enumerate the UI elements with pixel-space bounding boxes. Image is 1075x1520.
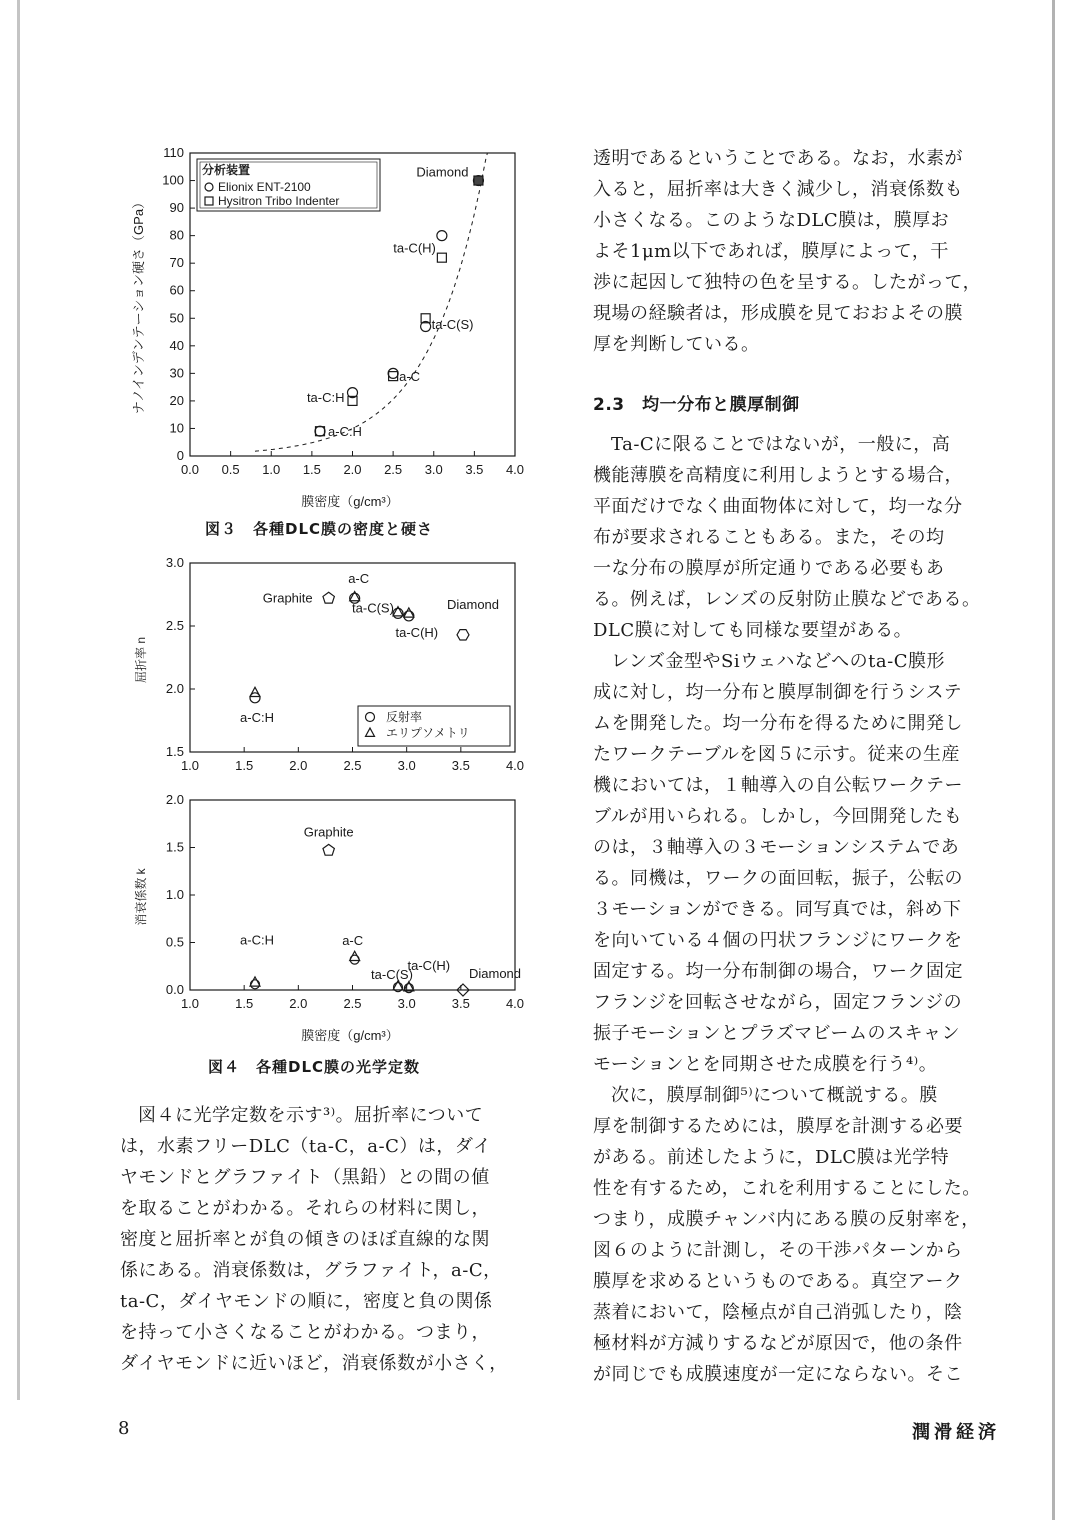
text-line: 図６のように計測し，その干渉パターンから — [593, 1240, 963, 1261]
fig4a-x-tick-label: 2.5 — [343, 758, 362, 773]
text-line: ta-C，ダイヤモンドの順に，密度と負の関係 — [120, 1291, 493, 1312]
text-line: 膜厚を求めるというものである。真空アーク — [593, 1271, 963, 1292]
text-line: 一な分布の膜厚が所定通りである必要もあ — [593, 558, 945, 579]
text-line: 極材料が方減りするなどが原因で，他の条件 — [593, 1333, 963, 1354]
fig3-x-tick-label: 0.0 — [180, 462, 200, 477]
text-line: 機においては，１軸導入の自公転ワークテー — [593, 775, 963, 796]
fig3-y-tick-label: 20 — [169, 392, 184, 408]
fig4b-x-tick-label: 3.5 — [451, 996, 470, 1011]
text-line: DLC膜に対しても同様な要望がある。 — [593, 620, 913, 641]
text-line: を取ることがわかる。それらの材料に関し， — [120, 1198, 490, 1219]
text-line: ムを開発した。均一分布を得るために開発し — [593, 713, 963, 734]
fig3-xlabel: 膜密度（g/cm³） — [301, 494, 399, 509]
text-line: 平面だけでなく曲面物体に対して，均一な分 — [593, 496, 963, 517]
right-column-text — [593, 143, 1009, 1390]
fig3-y-tick-label: 100 — [162, 172, 184, 188]
text-line: 性を有するため，これを利用することにした。 — [593, 1178, 981, 1199]
text-line: を向いている４個の円状フランジにワークを — [593, 930, 963, 951]
fig4b-y-tick-label: 2.0 — [165, 792, 184, 807]
text-line: 機能薄膜を高精度に利用しようとする場合， — [593, 465, 963, 486]
text-line: よそ1μm以下であれば，膜厚によって，干 — [593, 241, 949, 262]
fig4a-point-label: a-C:H — [240, 709, 274, 725]
fig4b-x-tick-label: 3.0 — [397, 996, 416, 1011]
section-heading: 2.3 均一分布と膜厚制御 — [593, 395, 800, 415]
fig3-y-tick-label: 10 — [169, 420, 184, 436]
fig4b-point-a-c — [350, 951, 360, 960]
fig4a-y-tick-label: 2.5 — [165, 618, 184, 633]
text-line: モーションとを同期させた成膜を行う⁴⁾。 — [593, 1054, 938, 1075]
fig4a-x-tick-label: 2.0 — [289, 758, 308, 773]
text-line: 蒸着において，陰極点が自己消弧したり，陰 — [593, 1302, 963, 1323]
fig4b-point-graphite — [323, 844, 334, 855]
fig4b-x-tick-label: 2.5 — [343, 996, 362, 1011]
fig4a-legend-label: 反射率 — [386, 710, 423, 724]
fig4b-point-label: Graphite — [303, 824, 354, 840]
page-number: 8 — [118, 1418, 130, 1439]
fig3-point-label: ta-C(S) — [431, 316, 474, 332]
paragraph-transparency — [593, 143, 1009, 360]
text-line: 成に対し，均一分布と膜厚制御を行うシステ — [593, 682, 963, 703]
fig4b-point-label: a-C:H — [240, 932, 274, 948]
fig3-y-tick-label: 90 — [169, 200, 184, 216]
fig3-x-tick-label: 3.0 — [424, 462, 443, 477]
fig3-legend-label: Elionix ENT-2100 — [218, 180, 311, 194]
fig4-caption: 図４ 各種DLC膜の光学定数 — [208, 1058, 421, 1076]
text-line: ３モーションができる。同写真では，斜め下 — [593, 899, 962, 920]
text-line: 布が要求されることもある。また，その均 — [593, 527, 945, 548]
fig3-x-tick-label: 0.5 — [221, 462, 240, 477]
text-line: 渉に起因して独特の色を呈する。したがって， — [593, 272, 982, 293]
fig4a-point-circle — [404, 611, 414, 621]
fig3-point-square — [389, 372, 398, 381]
fig4a-point-label: ta-C(S) — [352, 600, 394, 616]
journal-name: 潤滑経済 — [912, 1422, 1000, 1443]
fig3-point-label: a-C:H — [328, 424, 362, 440]
text-line: は，水素フリーDLC（ta-C，a-C）は，ダイ — [120, 1136, 492, 1157]
text-line: 透明であるということである。なお，水素が — [593, 148, 963, 169]
text-line: フランジを回転させながら，固定フランジの — [593, 992, 963, 1013]
fig4a-point-label: Diamond — [446, 596, 500, 612]
text-line: 厚を制御するためには，膜厚を計測する必要 — [593, 1116, 963, 1137]
text-line: 固定する。均一分布制御の場合，ワーク固定 — [593, 961, 963, 982]
fig4b-point-label: ta-C(S) — [371, 967, 413, 983]
fig3-point-label: ta-C(H) — [393, 240, 436, 256]
fig3-y-tick-label: 50 — [169, 310, 184, 326]
text-line: ダイヤモンドに近いほど，消衰係数が小さく， — [120, 1353, 508, 1374]
fig3-ylabel: ナノインデンテーション硬さ（GPa） — [131, 195, 146, 415]
fig3-x-tick-label: 2.5 — [384, 462, 403, 477]
text-line: 係にある。消衰係数は，グラファイト，a-C， — [120, 1260, 502, 1281]
text-line: レンズ金型やSiウェハなどへのta-C膜形 — [611, 651, 945, 672]
fig3-x-tick-label: 1.0 — [262, 462, 281, 477]
fig4b-ylabel: 消衰係数 k — [134, 868, 148, 926]
fig4b-point-label: Diamond — [468, 966, 522, 981]
fig4a-point-label: ta-C(H) — [395, 624, 439, 640]
text-line: がある。前述したように，DLC膜は光学特 — [593, 1147, 950, 1168]
fig3-y-tick-label: 60 — [169, 282, 184, 298]
paragraph-thickness-control — [593, 1080, 1009, 1390]
text-line: ヤモンドとグラファイト（黒鉛）との間の値 — [120, 1167, 490, 1188]
fig4b-x-tick-label: 2.0 — [289, 996, 308, 1011]
text-line: のは，３軸導入の３モーションシステムであ — [593, 837, 960, 858]
fig4a-point-diamond — [457, 630, 469, 640]
fig3-point-square — [437, 253, 446, 262]
text-line: る。同機は，ワークの面回転，振子，公転の — [593, 868, 963, 889]
fig3-x-tick-label: 3.5 — [465, 462, 484, 477]
fig4a-point-graphite — [323, 592, 334, 603]
fig3-y-tick-label: 70 — [169, 255, 184, 271]
text-line: Ta-Cに限ることではないが，一般に，高 — [611, 434, 951, 455]
paragraph-uniform-distribution — [593, 429, 1009, 646]
fig3-y-tick-label: 110 — [163, 145, 184, 160]
fig4a-y-tick-label: 1.5 — [165, 744, 184, 759]
fig3-point-label: a-C — [399, 369, 421, 385]
fig4b-y-tick-label: 1.5 — [165, 839, 184, 855]
text-line: 厚を判断している。 — [593, 334, 760, 355]
left-column-text — [120, 1100, 530, 1379]
fig4b-xlabel: 膜密度（g/cm³） — [301, 1028, 399, 1043]
fig4b-x-tick-label: 1.0 — [180, 996, 200, 1011]
text-line: が同じでも成膜速度が一定にならない。そこ — [593, 1364, 963, 1385]
fig3-point-circle — [388, 368, 398, 378]
fig3-legend-title: 分析装置 — [202, 163, 251, 177]
fig4b-x-tick-label: 4.0 — [505, 996, 525, 1011]
fig4b-y-tick-label: 0.0 — [165, 982, 184, 997]
fig4b-y-tick-label: 0.5 — [165, 934, 184, 950]
text-line: る。例えば，レンズの反射防止膜などである。 — [593, 589, 981, 610]
fig4b-point-label: ta-C(H) — [407, 958, 451, 974]
text-line: 入ると，屈折率は大きく減少し，消衰係数も — [593, 179, 963, 200]
text-line: たワークテーブルを図５に示す。従来の生産 — [593, 744, 960, 765]
fig3-y-tick-label: 80 — [169, 227, 184, 243]
fig4a-y-tick-label: 3.0 — [165, 555, 184, 570]
fig4b-y-tick-label: 1.0 — [165, 887, 184, 902]
fig3-legend-label: Hysitron Tribo Indenter — [218, 194, 340, 208]
text-line: つまり，成膜チャンバ内にある膜の反射率を， — [593, 1209, 980, 1230]
fig3-point-circle — [315, 426, 325, 436]
fig3-y-tick-label: 0 — [176, 448, 184, 463]
fig3-y-tick-label: 40 — [169, 337, 184, 353]
fig4b-point-label: a-C — [342, 932, 364, 948]
fig3-point-label: Diamond — [416, 164, 469, 180]
fig3-y-tick-label: 30 — [169, 365, 184, 381]
fig4a-x-tick-label: 1.0 — [180, 758, 200, 773]
fig4a-legend-label: エリプソメトリ — [386, 726, 470, 740]
fig4b-point-circle — [251, 980, 260, 989]
fig4a-ylabel: 屈折率 n — [134, 636, 148, 684]
fig3-x-tick-label: 4.0 — [505, 462, 525, 477]
fig4a-x-tick-label: 3.5 — [451, 758, 470, 773]
fig3-point-label: ta-C:H — [306, 390, 345, 406]
text-line: を持って小さくなることがわかる。つまり， — [120, 1322, 490, 1343]
fig3-point-circle — [437, 231, 447, 241]
fig3-point-square — [474, 176, 483, 185]
fig4a-x-tick-label: 4.0 — [505, 758, 525, 773]
fig3-x-tick-label: 1.5 — [302, 462, 321, 477]
fig4b-x-tick-label: 1.5 — [235, 996, 254, 1011]
fig4a-y-tick-label: 2.0 — [165, 681, 184, 696]
text-line: 現場の経験者は，形成膜を見ておおよその膜 — [593, 303, 963, 324]
fig3-caption: 図３ 各種DLC膜の密度と硬さ — [205, 520, 434, 538]
text-line: 小さくなる。このようなDLC膜は，膜厚お — [593, 210, 950, 231]
fig4a-x-tick-label: 1.5 — [235, 758, 254, 773]
fig4a-x-tick-label: 3.0 — [397, 758, 416, 773]
text-line: ブルが用いられる。しかし，今回開発したも — [593, 806, 963, 827]
text-line: 次に，膜厚制御⁵⁾について概説する。膜 — [611, 1085, 938, 1106]
text-line: 振子モーションとプラズマビームのスキャン — [593, 1023, 960, 1044]
text-line: 図４に光学定数を示す³⁾。屈折率について — [138, 1105, 484, 1126]
text-line: 密度と屈折率とが負の傾きのほぼ直線的な関 — [120, 1229, 490, 1250]
fig4a-point-label: Graphite — [262, 590, 313, 606]
fig3-x-tick-label: 2.0 — [343, 462, 362, 477]
fig4a-point-label: a-C — [348, 571, 370, 587]
paragraph-worktable — [593, 646, 1009, 1080]
